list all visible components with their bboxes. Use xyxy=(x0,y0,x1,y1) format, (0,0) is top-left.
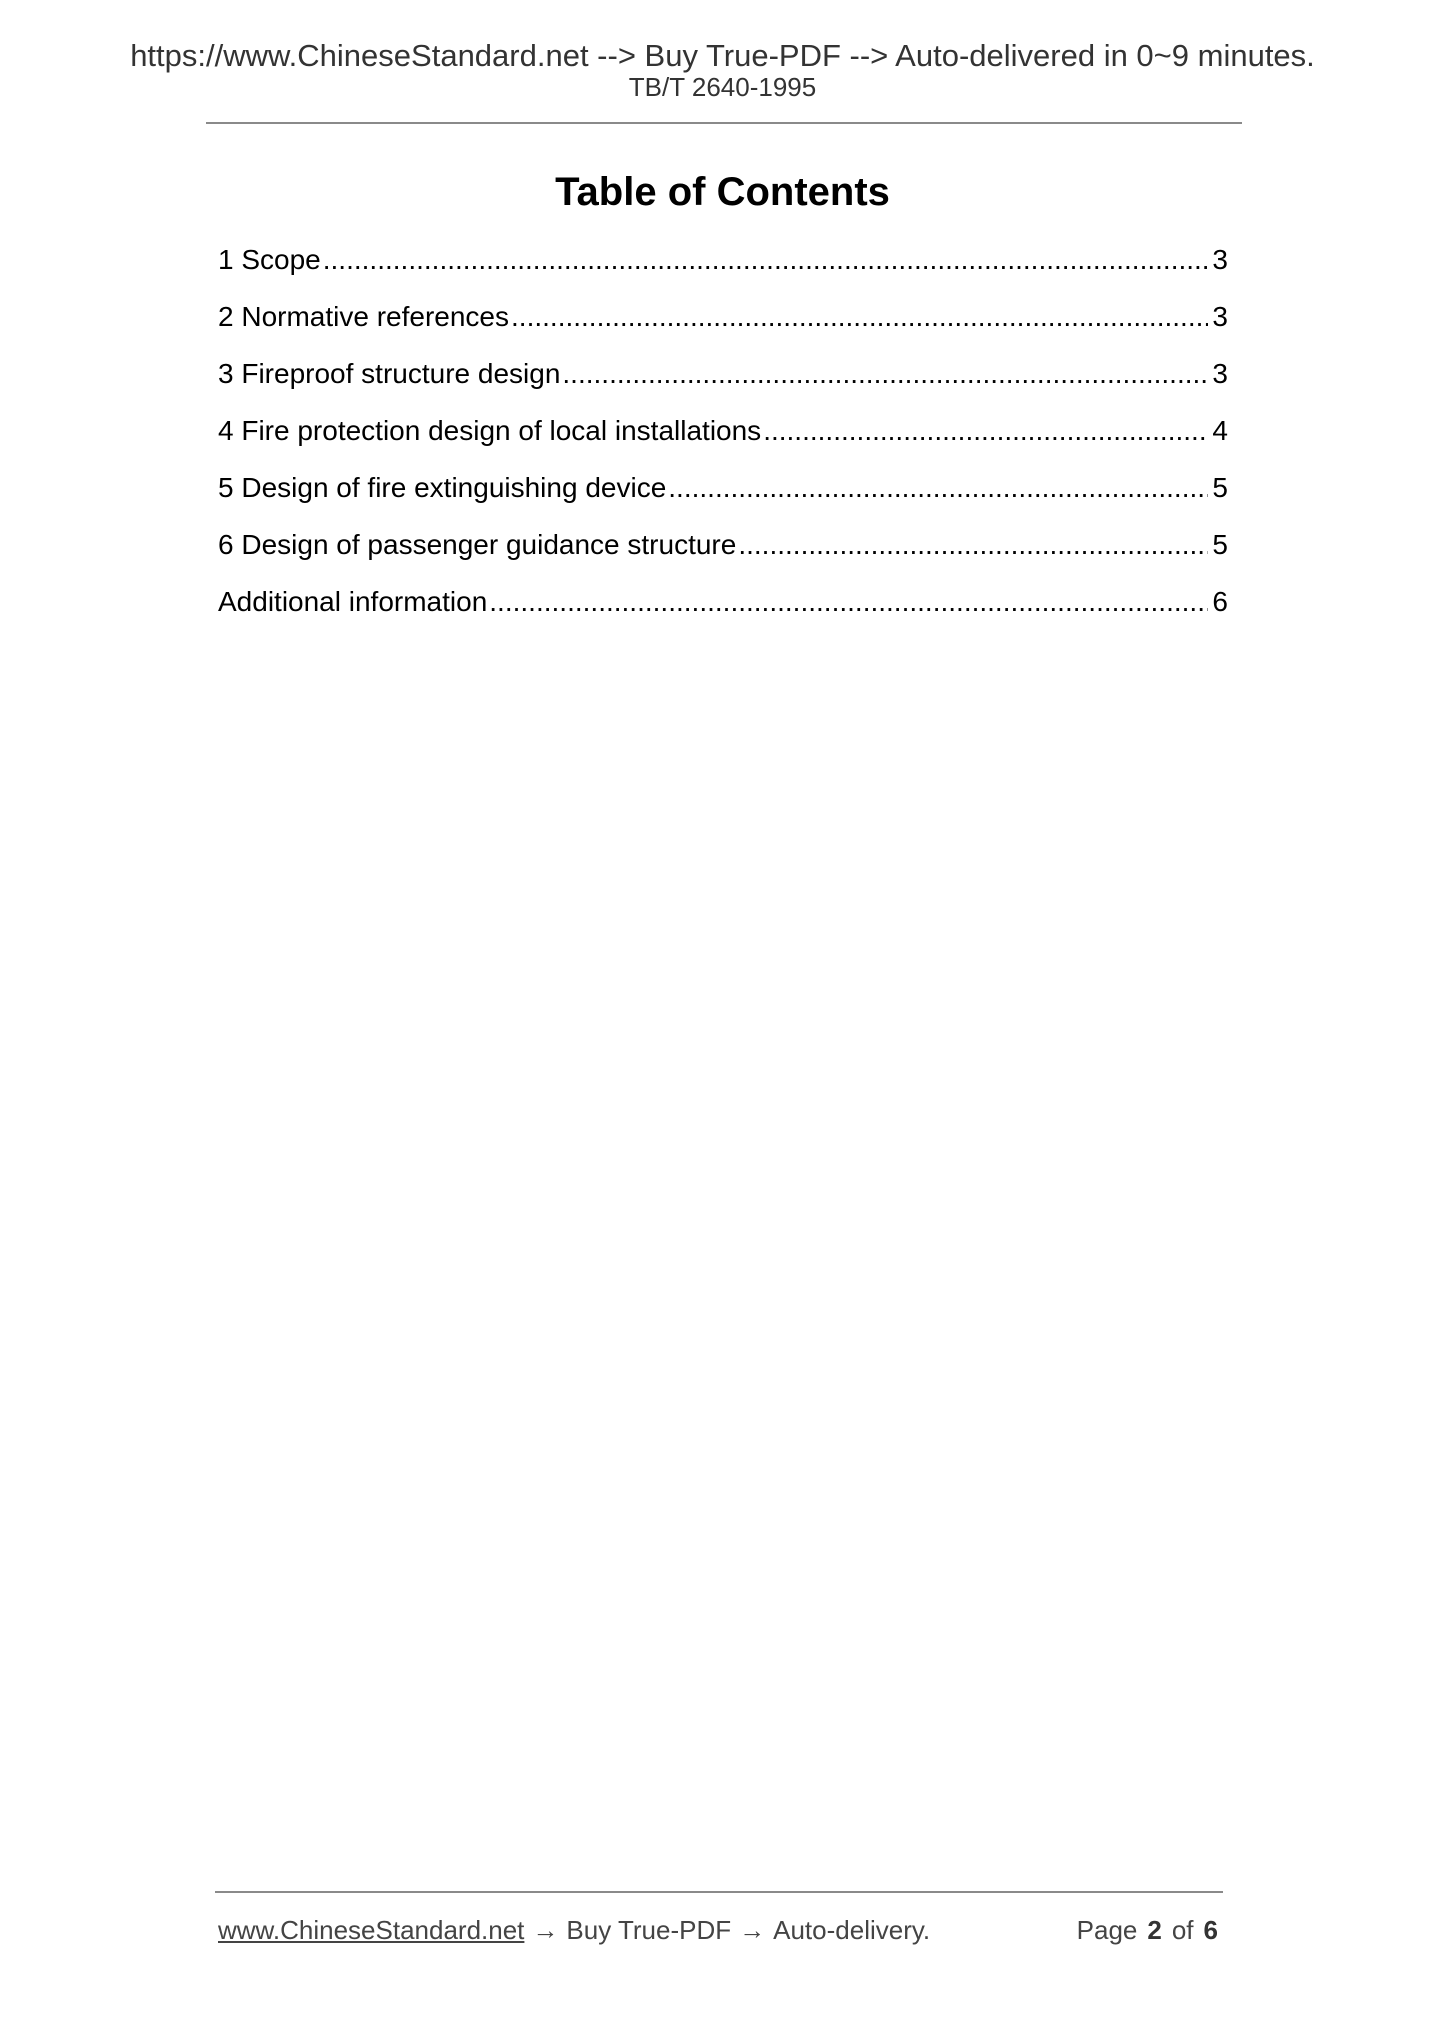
source-banner: https://www.ChineseStandard.net --> Buy True-PDF --> Auto-delivered in 0~9 minutes. xyxy=(130,38,1315,73)
toc-entry-page: 3 xyxy=(1212,301,1228,332)
toc-entry-passenger-guidance[interactable] xyxy=(218,527,1228,584)
dot-leader xyxy=(738,527,1208,563)
toc-entry-normative-references[interactable] xyxy=(218,299,1228,356)
footer-promo xyxy=(218,1914,930,1946)
toc-entry-page: 5 xyxy=(1212,472,1228,503)
toc-entry-fireproof-structure[interactable] xyxy=(218,356,1228,413)
toc-entry-scope[interactable] xyxy=(218,242,1228,299)
total-pages-number: 6 xyxy=(1203,1915,1218,1945)
toc-list xyxy=(218,242,1228,641)
dot-leader xyxy=(763,413,1208,449)
toc-entry-page: 6 xyxy=(1212,586,1228,617)
toc-entry-label: Additional information xyxy=(218,586,488,617)
delivery-text: Auto-delivery. xyxy=(773,1915,931,1945)
dot-leader xyxy=(489,584,1208,620)
page-indicator xyxy=(1077,1914,1218,1946)
page-word: Page xyxy=(1076,1915,1138,1945)
document-code: TB/T 2640-1995 xyxy=(628,72,817,102)
of-word: of xyxy=(1171,1915,1194,1945)
toc-entry-label: 2 Normative references xyxy=(218,301,510,332)
toc-entry-page: 3 xyxy=(1212,358,1228,389)
arrow-right-icon: → xyxy=(739,1915,766,1945)
toc-entry-page: 5 xyxy=(1212,529,1228,560)
toc-entry-additional-information[interactable] xyxy=(218,584,1228,641)
toc-entry-local-installations[interactable] xyxy=(218,413,1228,470)
dot-leader xyxy=(668,470,1208,506)
toc-entry-label: 1 Scope xyxy=(218,244,321,275)
toc-entry-label: 5 Design of fire extinguishing device xyxy=(218,472,667,503)
footer-divider xyxy=(215,1891,1223,1893)
toc-entry-page: 4 xyxy=(1212,415,1228,446)
toc-entry-label: 4 Fire protection design of local installations xyxy=(218,415,762,446)
dot-leader xyxy=(562,356,1208,392)
dot-leader xyxy=(511,299,1208,335)
arrow-right-icon: → xyxy=(532,1915,559,1945)
toc-entry-label: 3 Fireproof structure design xyxy=(218,358,561,389)
site-link[interactable]: www.ChineseStandard.net xyxy=(218,1915,525,1945)
toc-entry-page: 3 xyxy=(1212,244,1228,275)
toc-title: Table of Contents xyxy=(555,170,890,214)
toc-entry-fire-extinguishing[interactable] xyxy=(218,470,1228,527)
current-page-number: 2 xyxy=(1147,1915,1162,1945)
toc-entry-label: 6 Design of passenger guidance structure xyxy=(218,529,737,560)
buy-text: Buy True-PDF xyxy=(566,1915,732,1945)
header-divider xyxy=(206,122,1242,124)
dot-leader xyxy=(323,242,1209,278)
